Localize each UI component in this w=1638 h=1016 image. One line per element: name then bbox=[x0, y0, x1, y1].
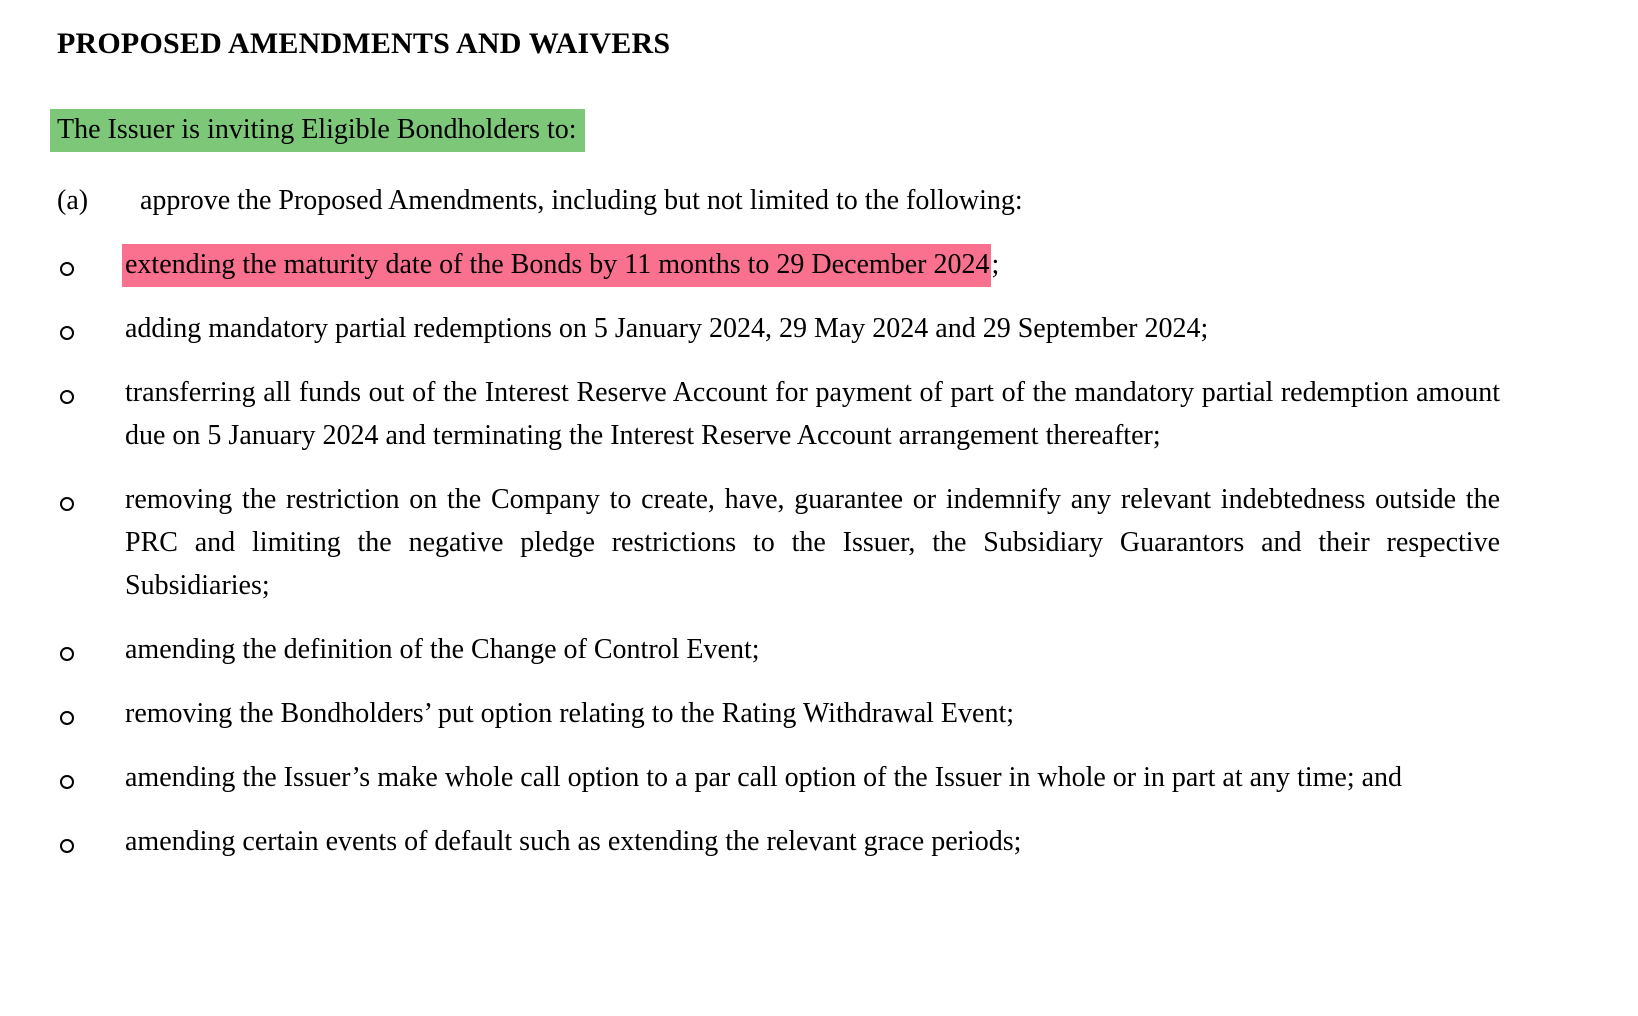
bullet-item bbox=[57, 820, 1500, 863]
bullet-text bbox=[125, 243, 1500, 286]
list-item-a bbox=[57, 179, 1500, 222]
bullet-item bbox=[57, 307, 1500, 350]
bullet-text: amending the definition of the Change of Control Event; bbox=[125, 634, 760, 665]
green-highlighted-text: The Issuer is inviting Eligible Bondholders to: bbox=[50, 109, 585, 152]
bullet-marker bbox=[57, 820, 125, 863]
list-item-a-label: (a) bbox=[57, 185, 89, 216]
circle-bullet-icon bbox=[60, 497, 74, 511]
bullet-marker bbox=[57, 628, 125, 671]
bullet-marker bbox=[57, 307, 125, 350]
bullet-item bbox=[57, 371, 1500, 457]
bullet-item bbox=[57, 756, 1500, 799]
bullet-text-suffix: ; bbox=[991, 249, 1000, 280]
bullet-marker bbox=[57, 478, 125, 607]
circle-bullet-icon bbox=[60, 839, 74, 853]
bullet-text: adding mandatory partial redemptions on 5 January 2024, 29 May 2024 and 29 September 2024; bbox=[125, 313, 1209, 344]
bullet-marker bbox=[57, 371, 125, 457]
circle-bullet-icon bbox=[60, 775, 74, 789]
bullet-item bbox=[57, 243, 1500, 286]
pink-highlighted-text: extending the maturity date of the Bonds by 11 months to 29 December 2024 bbox=[122, 244, 991, 287]
bullet-item bbox=[57, 692, 1500, 735]
circle-bullet-icon bbox=[60, 262, 74, 276]
bullet-item bbox=[57, 628, 1500, 671]
list-item-a-text: approve the Proposed Amendments, including but not limited to the following: bbox=[140, 185, 1023, 216]
bullet-text: amending the Issuer’s make whole call option to a par call option of the Issuer in whole or in part at any time; and bbox=[125, 762, 1403, 793]
bullet-text: amending certain events of default such as extending the relevant grace periods; bbox=[125, 826, 1022, 857]
bullet-text: transferring all funds out of the Interest Reserve Account for payment of part of the mandatory partial redemption amount due on 5 January 2024 and terminating the Interest Reserve Account arrangement thereafter; bbox=[125, 377, 1500, 451]
document-title: PROPOSED AMENDMENTS AND WAIVERS bbox=[57, 27, 671, 60]
bullet-marker bbox=[57, 692, 125, 735]
circle-bullet-icon bbox=[60, 711, 74, 725]
intro-paragraph bbox=[57, 108, 1500, 151]
bullet-marker bbox=[57, 756, 125, 799]
circle-bullet-icon bbox=[60, 326, 74, 340]
bullet-text: removing the restriction on the Company to create, have, guarantee or indemnify any relevant indebtedness outside the PRC and limiting the negative pledge restrictions to the Issuer, the Subsidiary Guarantors and their respective Subsidiaries; bbox=[125, 484, 1500, 601]
bullet-item bbox=[57, 478, 1500, 607]
bullet-text: removing the Bondholders’ put option relating to the Rating Withdrawal Event; bbox=[125, 698, 1014, 729]
bullet-marker bbox=[57, 243, 125, 286]
circle-bullet-icon bbox=[60, 647, 74, 661]
circle-bullet-icon bbox=[60, 390, 74, 404]
